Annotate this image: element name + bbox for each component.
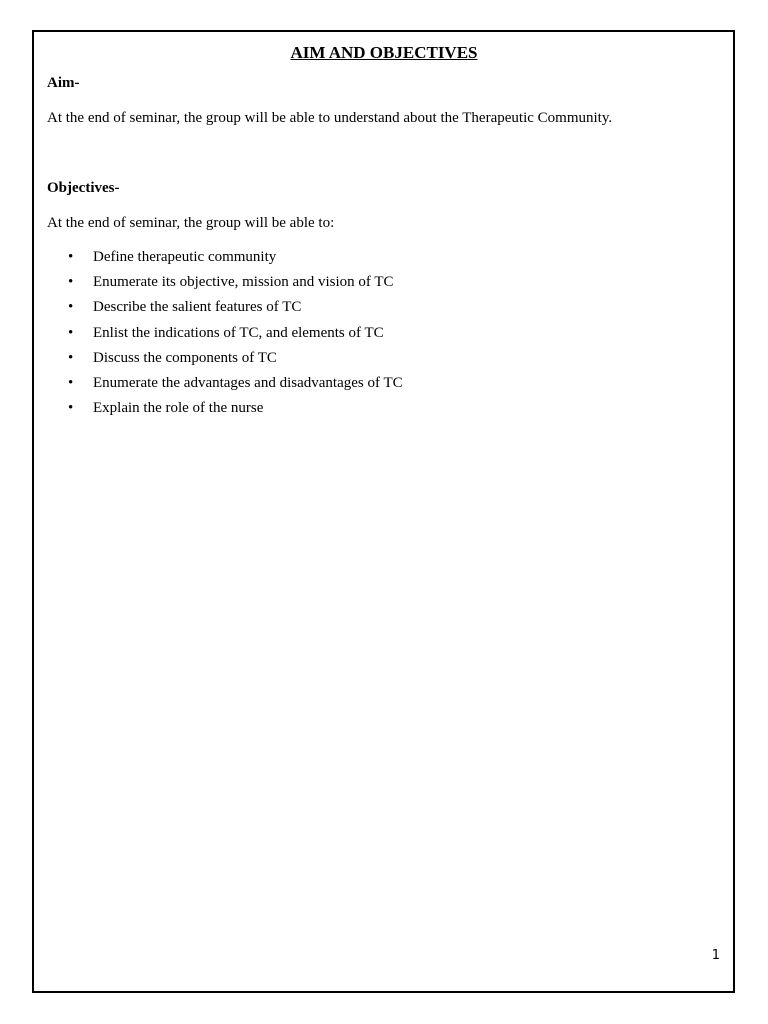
list-item-text: Define therapeutic community — [93, 249, 277, 265]
page-title: AIM AND OBJECTIVES — [290, 43, 478, 62]
list-item — [47, 272, 403, 297]
bullet-icon: • — [68, 324, 74, 341]
bullet-icon: • — [68, 349, 74, 366]
bullet-icon: • — [68, 299, 74, 316]
list-item — [47, 398, 403, 423]
list-item-text: Enumerate the advantages and disadvantages of TC — [93, 374, 403, 391]
list-item-text: Explain the role of the nurse — [93, 400, 264, 417]
bullet-icon: • — [68, 249, 74, 265]
objectives-intro: At the end of seminar, the group will be able to: — [47, 215, 335, 231]
aim-text: At the end of seminar, the group will be able to understand about the Therapeutic Community. — [47, 110, 613, 126]
aim-heading: Aim- — [47, 75, 80, 91]
list-item-text: Discuss the components of TC — [93, 349, 277, 366]
list-item-text: Describe the salient features of TC — [93, 299, 302, 316]
objectives-list — [47, 247, 403, 423]
list-item — [47, 297, 403, 322]
objectives-heading: Objectives- — [47, 180, 120, 196]
page-number: 1 — [711, 948, 720, 963]
page-border — [32, 30, 735, 993]
bullet-icon: • — [68, 374, 74, 391]
list-item — [47, 373, 403, 398]
bullet-icon: • — [68, 400, 74, 417]
list-item-text: Enlist the indications of TC, and elements of TC — [93, 324, 384, 341]
list-item — [47, 323, 403, 348]
list-item — [47, 247, 403, 272]
bullet-icon: • — [68, 274, 74, 291]
list-item — [47, 348, 403, 373]
list-item-text: Enumerate its objective, mission and vision of TC — [93, 274, 394, 291]
